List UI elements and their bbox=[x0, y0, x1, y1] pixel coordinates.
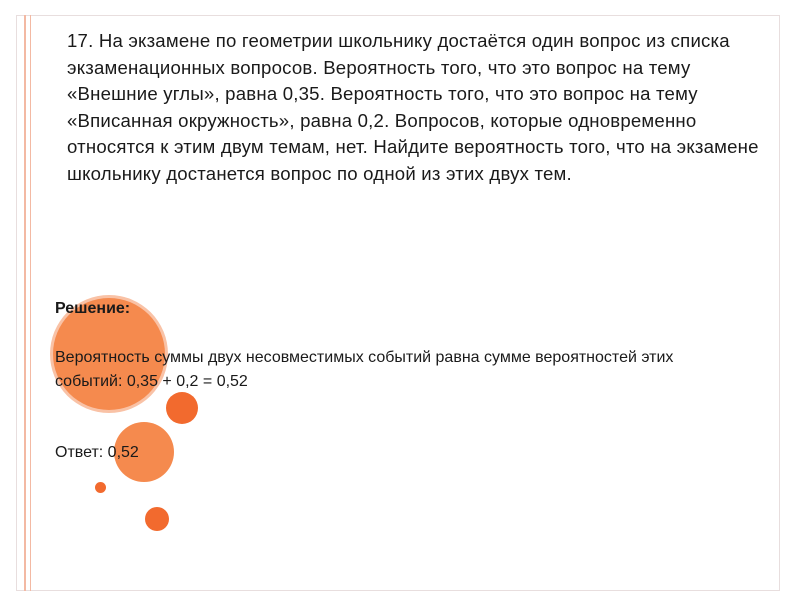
problem-text: 17. На экзамене по геометрии школьнику достаётся один вопрос из списка экзаменационных вопросов. Вероятность того, что это вопрос на тему «Внешние углы», равна 0,35. Вероятность того, что это вопрос на тему «Вписанная окружность», равна 0,2. Вопросов, которые одновременно относятся к этим двум темам, нет. Найдите вероятность того, что на экзамене школьнику достанется вопрос по одной из этих двух тем. bbox=[67, 30, 759, 184]
left-decor-line-thin bbox=[30, 15, 31, 591]
answer-text: Ответ: 0,52 bbox=[55, 444, 139, 461]
decor-circle-medium bbox=[166, 392, 198, 424]
decor-circle-tiny bbox=[95, 482, 106, 493]
decor-circle-small bbox=[145, 507, 169, 531]
left-decor-line bbox=[24, 15, 26, 591]
solution-title: Решение: bbox=[55, 300, 131, 317]
solution-text: Вероятность суммы двух несовместимых событий равна сумме вероятностей этих событий: 0,35 + 0,2 = 0,52 bbox=[55, 349, 674, 390]
